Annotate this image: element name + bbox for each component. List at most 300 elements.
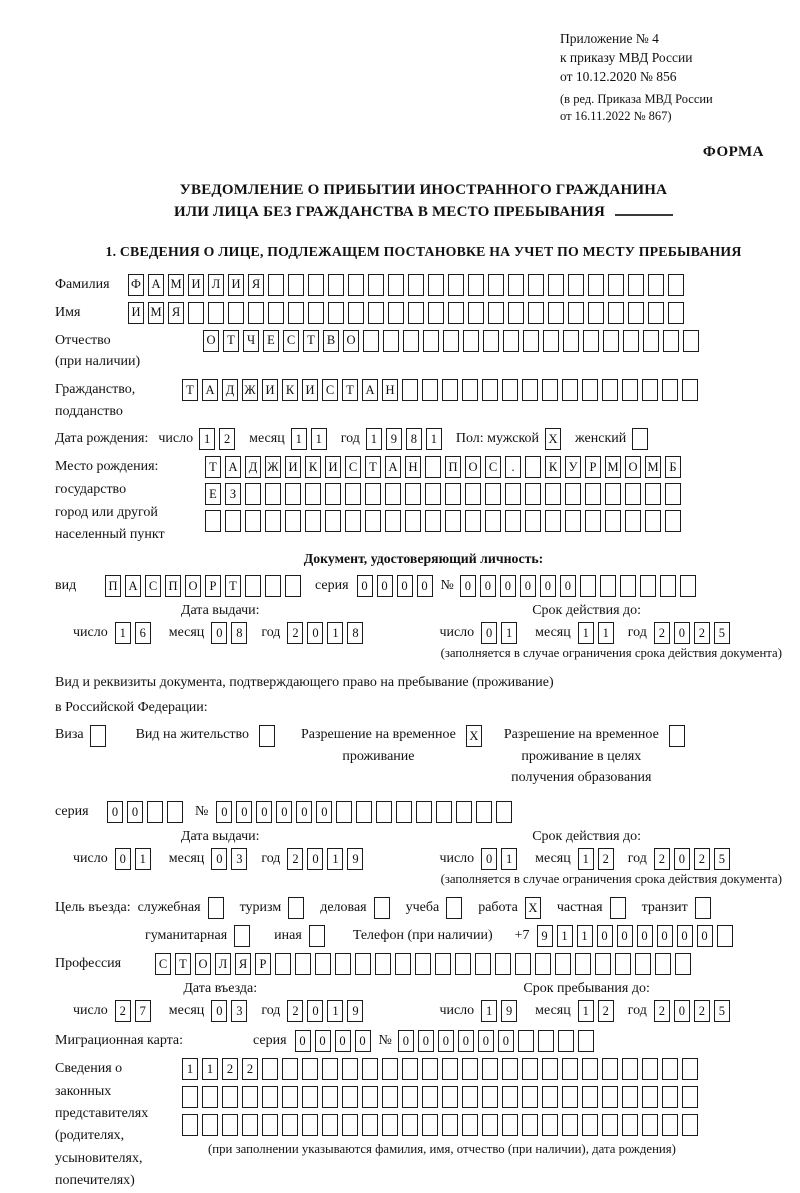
char-cell[interactable] <box>625 510 641 532</box>
char-cell[interactable]: 0 <box>256 801 272 823</box>
char-cell[interactable]: 1 <box>199 428 215 450</box>
char-cell[interactable] <box>582 1086 598 1108</box>
char-cell[interactable] <box>528 302 544 324</box>
char-cell[interactable]: Т <box>205 456 221 478</box>
char-cell[interactable] <box>382 1058 398 1080</box>
char-cell[interactable] <box>645 510 661 532</box>
char-cell[interactable] <box>655 953 671 975</box>
char-cell[interactable]: 0 <box>617 925 633 947</box>
char-cell[interactable] <box>382 1114 398 1136</box>
char-cell[interactable] <box>275 953 291 975</box>
char-cell[interactable] <box>425 456 441 478</box>
char-cell[interactable] <box>465 510 481 532</box>
char-cell[interactable] <box>485 483 501 505</box>
char-cell[interactable] <box>648 274 664 296</box>
char-cell[interactable]: О <box>195 953 211 975</box>
char-cell[interactable] <box>623 330 639 352</box>
char-cell[interactable]: 0 <box>377 575 393 597</box>
char-cell[interactable]: 5 <box>714 622 730 644</box>
char-cell[interactable] <box>662 1086 678 1108</box>
char-cell[interactable] <box>680 575 696 597</box>
char-cell[interactable]: И <box>262 379 278 401</box>
char-cell[interactable]: Т <box>182 379 198 401</box>
char-cell[interactable]: Д <box>222 379 238 401</box>
char-cell[interactable]: С <box>345 456 361 478</box>
char-cell[interactable] <box>620 575 636 597</box>
char-cell[interactable]: Б <box>665 456 681 478</box>
char-cell[interactable]: 0 <box>307 622 323 644</box>
char-cell[interactable] <box>285 510 301 532</box>
char-cell[interactable]: 2 <box>287 622 303 644</box>
char-cell[interactable] <box>242 1086 258 1108</box>
char-cell[interactable]: А <box>148 274 164 296</box>
char-cell[interactable] <box>468 274 484 296</box>
checkbox-cell[interactable] <box>259 725 275 747</box>
char-cell[interactable] <box>285 575 301 597</box>
char-cell[interactable] <box>585 483 601 505</box>
char-cell[interactable]: 2 <box>598 1000 614 1022</box>
char-cell[interactable]: М <box>645 456 661 478</box>
char-cell[interactable]: И <box>128 302 144 324</box>
char-cell[interactable] <box>488 302 504 324</box>
char-cell[interactable]: 0 <box>307 848 323 870</box>
char-cell[interactable] <box>600 575 616 597</box>
char-cell[interactable] <box>642 1058 658 1080</box>
char-cell[interactable]: 2 <box>219 428 235 450</box>
char-cell[interactable]: 0 <box>498 1030 514 1052</box>
char-cell[interactable] <box>335 953 351 975</box>
char-cell[interactable]: 2 <box>694 622 710 644</box>
char-cell[interactable]: 0 <box>315 1030 331 1052</box>
char-cell[interactable] <box>422 1058 438 1080</box>
char-cell[interactable] <box>262 1086 278 1108</box>
char-cell[interactable] <box>683 330 699 352</box>
char-cell[interactable] <box>717 925 733 947</box>
char-cell[interactable]: 0 <box>115 848 131 870</box>
char-cell[interactable]: С <box>283 330 299 352</box>
char-cell[interactable]: Ч <box>243 330 259 352</box>
char-cell[interactable] <box>222 1114 238 1136</box>
char-cell[interactable] <box>225 510 241 532</box>
char-cell[interactable] <box>562 1086 578 1108</box>
char-cell[interactable] <box>545 483 561 505</box>
char-cell[interactable]: 0 <box>211 622 227 644</box>
char-cell[interactable] <box>315 953 331 975</box>
checkbox-cell[interactable]: X <box>545 428 561 450</box>
char-cell[interactable] <box>588 302 604 324</box>
char-cell[interactable]: И <box>228 274 244 296</box>
char-cell[interactable] <box>362 1086 378 1108</box>
char-cell[interactable] <box>222 1086 238 1108</box>
char-cell[interactable]: Е <box>263 330 279 352</box>
char-cell[interactable] <box>385 510 401 532</box>
checkbox-cell[interactable] <box>309 925 325 947</box>
char-cell[interactable] <box>302 1086 318 1108</box>
char-cell[interactable]: М <box>148 302 164 324</box>
char-cell[interactable]: 0 <box>500 575 516 597</box>
char-cell[interactable]: К <box>305 456 321 478</box>
char-cell[interactable]: . <box>505 456 521 478</box>
char-cell[interactable] <box>548 274 564 296</box>
char-cell[interactable] <box>562 379 578 401</box>
char-cell[interactable]: К <box>282 379 298 401</box>
char-cell[interactable]: 0 <box>316 801 332 823</box>
char-cell[interactable] <box>502 379 518 401</box>
char-cell[interactable]: С <box>485 456 501 478</box>
char-cell[interactable]: 1 <box>578 622 594 644</box>
char-cell[interactable] <box>345 510 361 532</box>
char-cell[interactable]: 1 <box>501 622 517 644</box>
char-cell[interactable] <box>622 1058 638 1080</box>
char-cell[interactable]: Ж <box>242 379 258 401</box>
char-cell[interactable] <box>265 483 281 505</box>
char-cell[interactable] <box>475 953 491 975</box>
char-cell[interactable] <box>603 330 619 352</box>
char-cell[interactable] <box>423 330 439 352</box>
char-cell[interactable] <box>416 801 432 823</box>
char-cell[interactable] <box>245 510 261 532</box>
char-cell[interactable] <box>548 302 564 324</box>
char-cell[interactable]: 0 <box>418 1030 434 1052</box>
char-cell[interactable]: 1 <box>135 848 151 870</box>
checkbox-cell[interactable] <box>695 897 711 919</box>
char-cell[interactable] <box>348 302 364 324</box>
char-cell[interactable] <box>205 510 221 532</box>
char-cell[interactable] <box>545 510 561 532</box>
char-cell[interactable]: Р <box>205 575 221 597</box>
char-cell[interactable] <box>608 302 624 324</box>
char-cell[interactable]: В <box>323 330 339 352</box>
char-cell[interactable]: 5 <box>714 848 730 870</box>
char-cell[interactable]: З <box>225 483 241 505</box>
char-cell[interactable]: 0 <box>481 848 497 870</box>
char-cell[interactable] <box>262 1058 278 1080</box>
char-cell[interactable] <box>508 274 524 296</box>
char-cell[interactable] <box>642 1086 658 1108</box>
char-cell[interactable] <box>202 1086 218 1108</box>
char-cell[interactable]: 2 <box>694 1000 710 1022</box>
char-cell[interactable] <box>622 379 638 401</box>
char-cell[interactable] <box>328 302 344 324</box>
char-cell[interactable] <box>662 1058 678 1080</box>
char-cell[interactable] <box>405 510 421 532</box>
char-cell[interactable] <box>448 274 464 296</box>
char-cell[interactable] <box>622 1086 638 1108</box>
char-cell[interactable] <box>602 1058 618 1080</box>
char-cell[interactable]: 2 <box>115 1000 131 1022</box>
char-cell[interactable]: 5 <box>714 1000 730 1022</box>
checkbox-cell[interactable]: X <box>466 725 482 747</box>
char-cell[interactable] <box>365 483 381 505</box>
char-cell[interactable]: 1 <box>291 428 307 450</box>
char-cell[interactable]: И <box>188 274 204 296</box>
char-cell[interactable] <box>522 1114 538 1136</box>
char-cell[interactable]: 0 <box>236 801 252 823</box>
char-cell[interactable] <box>565 483 581 505</box>
char-cell[interactable] <box>502 1086 518 1108</box>
char-cell[interactable]: 2 <box>694 848 710 870</box>
char-cell[interactable] <box>483 330 499 352</box>
char-cell[interactable] <box>342 1058 358 1080</box>
char-cell[interactable] <box>605 510 621 532</box>
char-cell[interactable]: Я <box>168 302 184 324</box>
char-cell[interactable] <box>482 1086 498 1108</box>
char-cell[interactable] <box>503 330 519 352</box>
char-cell[interactable] <box>282 1086 298 1108</box>
char-cell[interactable] <box>562 1114 578 1136</box>
char-cell[interactable]: О <box>465 456 481 478</box>
char-cell[interactable] <box>262 1114 278 1136</box>
char-cell[interactable] <box>295 953 311 975</box>
char-cell[interactable]: 1 <box>426 428 442 450</box>
char-cell[interactable] <box>302 1058 318 1080</box>
char-cell[interactable]: 1 <box>327 1000 343 1022</box>
char-cell[interactable] <box>468 302 484 324</box>
char-cell[interactable] <box>488 274 504 296</box>
char-cell[interactable] <box>642 1114 658 1136</box>
char-cell[interactable] <box>508 302 524 324</box>
char-cell[interactable] <box>442 1058 458 1080</box>
char-cell[interactable] <box>482 1058 498 1080</box>
char-cell[interactable]: 8 <box>406 428 422 450</box>
char-cell[interactable]: 0 <box>127 801 143 823</box>
char-cell[interactable] <box>568 302 584 324</box>
char-cell[interactable] <box>375 953 391 975</box>
char-cell[interactable] <box>588 274 604 296</box>
char-cell[interactable] <box>525 510 541 532</box>
char-cell[interactable]: 3 <box>231 1000 247 1022</box>
char-cell[interactable] <box>628 302 644 324</box>
char-cell[interactable] <box>402 1114 418 1136</box>
char-cell[interactable] <box>682 379 698 401</box>
char-cell[interactable] <box>538 1030 554 1052</box>
char-cell[interactable]: А <box>362 379 378 401</box>
char-cell[interactable] <box>325 483 341 505</box>
char-cell[interactable]: И <box>285 456 301 478</box>
char-cell[interactable]: Л <box>215 953 231 975</box>
char-cell[interactable]: Т <box>225 575 241 597</box>
char-cell[interactable]: 9 <box>537 925 553 947</box>
char-cell[interactable] <box>362 1114 378 1136</box>
char-cell[interactable] <box>405 483 421 505</box>
char-cell[interactable]: 0 <box>597 925 613 947</box>
char-cell[interactable]: 1 <box>202 1058 218 1080</box>
char-cell[interactable] <box>562 1058 578 1080</box>
char-cell[interactable]: 0 <box>357 575 373 597</box>
char-cell[interactable]: 1 <box>481 1000 497 1022</box>
char-cell[interactable] <box>665 483 681 505</box>
char-cell[interactable]: 0 <box>335 1030 351 1052</box>
char-cell[interactable] <box>583 330 599 352</box>
char-cell[interactable] <box>288 274 304 296</box>
char-cell[interactable] <box>668 302 684 324</box>
char-cell[interactable] <box>147 801 163 823</box>
char-cell[interactable]: 9 <box>386 428 402 450</box>
checkbox-cell[interactable] <box>234 925 250 947</box>
char-cell[interactable]: 0 <box>657 925 673 947</box>
char-cell[interactable]: М <box>605 456 621 478</box>
char-cell[interactable] <box>463 330 479 352</box>
char-cell[interactable]: 0 <box>697 925 713 947</box>
char-cell[interactable]: 0 <box>211 1000 227 1022</box>
char-cell[interactable] <box>305 483 321 505</box>
char-cell[interactable] <box>505 483 521 505</box>
char-cell[interactable]: 2 <box>654 1000 670 1022</box>
char-cell[interactable]: А <box>202 379 218 401</box>
char-cell[interactable] <box>422 379 438 401</box>
char-cell[interactable]: И <box>325 456 341 478</box>
char-cell[interactable] <box>522 1058 538 1080</box>
char-cell[interactable]: 0 <box>677 925 693 947</box>
char-cell[interactable]: 9 <box>347 848 363 870</box>
char-cell[interactable] <box>248 302 264 324</box>
char-cell[interactable] <box>425 510 441 532</box>
checkbox-cell[interactable] <box>669 725 685 747</box>
char-cell[interactable] <box>582 1058 598 1080</box>
char-cell[interactable] <box>345 483 361 505</box>
char-cell[interactable] <box>445 483 461 505</box>
char-cell[interactable]: 0 <box>355 1030 371 1052</box>
char-cell[interactable]: 1 <box>557 925 573 947</box>
char-cell[interactable] <box>182 1086 198 1108</box>
char-cell[interactable] <box>442 1086 458 1108</box>
char-cell[interactable] <box>356 801 372 823</box>
char-cell[interactable] <box>342 1114 358 1136</box>
char-cell[interactable]: О <box>343 330 359 352</box>
char-cell[interactable] <box>542 379 558 401</box>
char-cell[interactable] <box>322 1086 338 1108</box>
char-cell[interactable] <box>675 953 691 975</box>
char-cell[interactable]: 0 <box>307 1000 323 1022</box>
char-cell[interactable] <box>582 379 598 401</box>
char-cell[interactable] <box>608 274 624 296</box>
char-cell[interactable]: 1 <box>327 848 343 870</box>
char-cell[interactable] <box>308 302 324 324</box>
char-cell[interactable]: 1 <box>182 1058 198 1080</box>
char-cell[interactable] <box>265 510 281 532</box>
char-cell[interactable]: А <box>385 456 401 478</box>
char-cell[interactable] <box>485 510 501 532</box>
char-cell[interactable] <box>643 330 659 352</box>
char-cell[interactable] <box>615 953 631 975</box>
char-cell[interactable]: 0 <box>438 1030 454 1052</box>
char-cell[interactable]: 0 <box>460 575 476 597</box>
char-cell[interactable] <box>268 302 284 324</box>
char-cell[interactable]: 0 <box>481 622 497 644</box>
char-cell[interactable] <box>455 953 471 975</box>
char-cell[interactable] <box>462 1058 478 1080</box>
char-cell[interactable]: Н <box>382 379 398 401</box>
char-cell[interactable] <box>555 953 571 975</box>
char-cell[interactable]: Ф <box>128 274 144 296</box>
char-cell[interactable] <box>622 1114 638 1136</box>
char-cell[interactable] <box>167 801 183 823</box>
char-cell[interactable]: 1 <box>598 622 614 644</box>
char-cell[interactable] <box>308 274 324 296</box>
char-cell[interactable] <box>602 379 618 401</box>
char-cell[interactable]: 0 <box>216 801 232 823</box>
char-cell[interactable]: У <box>565 456 581 478</box>
char-cell[interactable] <box>496 801 512 823</box>
char-cell[interactable] <box>518 1030 534 1052</box>
char-cell[interactable] <box>435 953 451 975</box>
char-cell[interactable] <box>408 302 424 324</box>
char-cell[interactable]: Я <box>235 953 251 975</box>
char-cell[interactable] <box>385 483 401 505</box>
char-cell[interactable] <box>522 379 538 401</box>
char-cell[interactable]: 0 <box>276 801 292 823</box>
char-cell[interactable] <box>542 1086 558 1108</box>
char-cell[interactable] <box>305 510 321 532</box>
char-cell[interactable] <box>462 1086 478 1108</box>
char-cell[interactable]: 0 <box>296 801 312 823</box>
char-cell[interactable] <box>563 330 579 352</box>
checkbox-cell[interactable] <box>374 897 390 919</box>
char-cell[interactable] <box>322 1058 338 1080</box>
char-cell[interactable]: 0 <box>211 848 227 870</box>
char-cell[interactable]: М <box>168 274 184 296</box>
char-cell[interactable] <box>228 302 244 324</box>
char-cell[interactable] <box>365 510 381 532</box>
char-cell[interactable]: Р <box>255 953 271 975</box>
char-cell[interactable]: 2 <box>654 848 670 870</box>
char-cell[interactable]: Л <box>208 274 224 296</box>
checkbox-cell[interactable]: X <box>525 897 541 919</box>
char-cell[interactable]: А <box>125 575 141 597</box>
char-cell[interactable] <box>325 510 341 532</box>
char-cell[interactable] <box>302 1114 318 1136</box>
char-cell[interactable] <box>456 801 472 823</box>
char-cell[interactable] <box>525 456 541 478</box>
char-cell[interactable] <box>442 1114 458 1136</box>
char-cell[interactable]: 0 <box>417 575 433 597</box>
char-cell[interactable]: 2 <box>654 622 670 644</box>
char-cell[interactable]: 0 <box>458 1030 474 1052</box>
char-cell[interactable] <box>582 1114 598 1136</box>
char-cell[interactable] <box>505 510 521 532</box>
char-cell[interactable] <box>602 1086 618 1108</box>
char-cell[interactable]: Т <box>365 456 381 478</box>
checkbox-cell[interactable] <box>288 897 304 919</box>
char-cell[interactable]: О <box>203 330 219 352</box>
char-cell[interactable]: Н <box>405 456 421 478</box>
char-cell[interactable] <box>245 575 261 597</box>
char-cell[interactable] <box>663 330 679 352</box>
char-cell[interactable]: 0 <box>637 925 653 947</box>
char-cell[interactable] <box>682 1058 698 1080</box>
char-cell[interactable]: Ж <box>265 456 281 478</box>
char-cell[interactable] <box>415 953 431 975</box>
char-cell[interactable] <box>288 302 304 324</box>
char-cell[interactable] <box>425 483 441 505</box>
char-cell[interactable] <box>362 1058 378 1080</box>
char-cell[interactable] <box>602 1114 618 1136</box>
char-cell[interactable] <box>395 953 411 975</box>
char-cell[interactable] <box>542 1114 558 1136</box>
char-cell[interactable] <box>328 274 344 296</box>
char-cell[interactable] <box>202 1114 218 1136</box>
char-cell[interactable] <box>648 302 664 324</box>
char-cell[interactable] <box>285 483 301 505</box>
char-cell[interactable] <box>465 483 481 505</box>
char-cell[interactable] <box>348 274 364 296</box>
char-cell[interactable]: 1 <box>115 622 131 644</box>
char-cell[interactable]: 0 <box>397 575 413 597</box>
char-cell[interactable]: 0 <box>560 575 576 597</box>
char-cell[interactable]: 1 <box>311 428 327 450</box>
char-cell[interactable] <box>376 801 392 823</box>
char-cell[interactable] <box>445 510 461 532</box>
